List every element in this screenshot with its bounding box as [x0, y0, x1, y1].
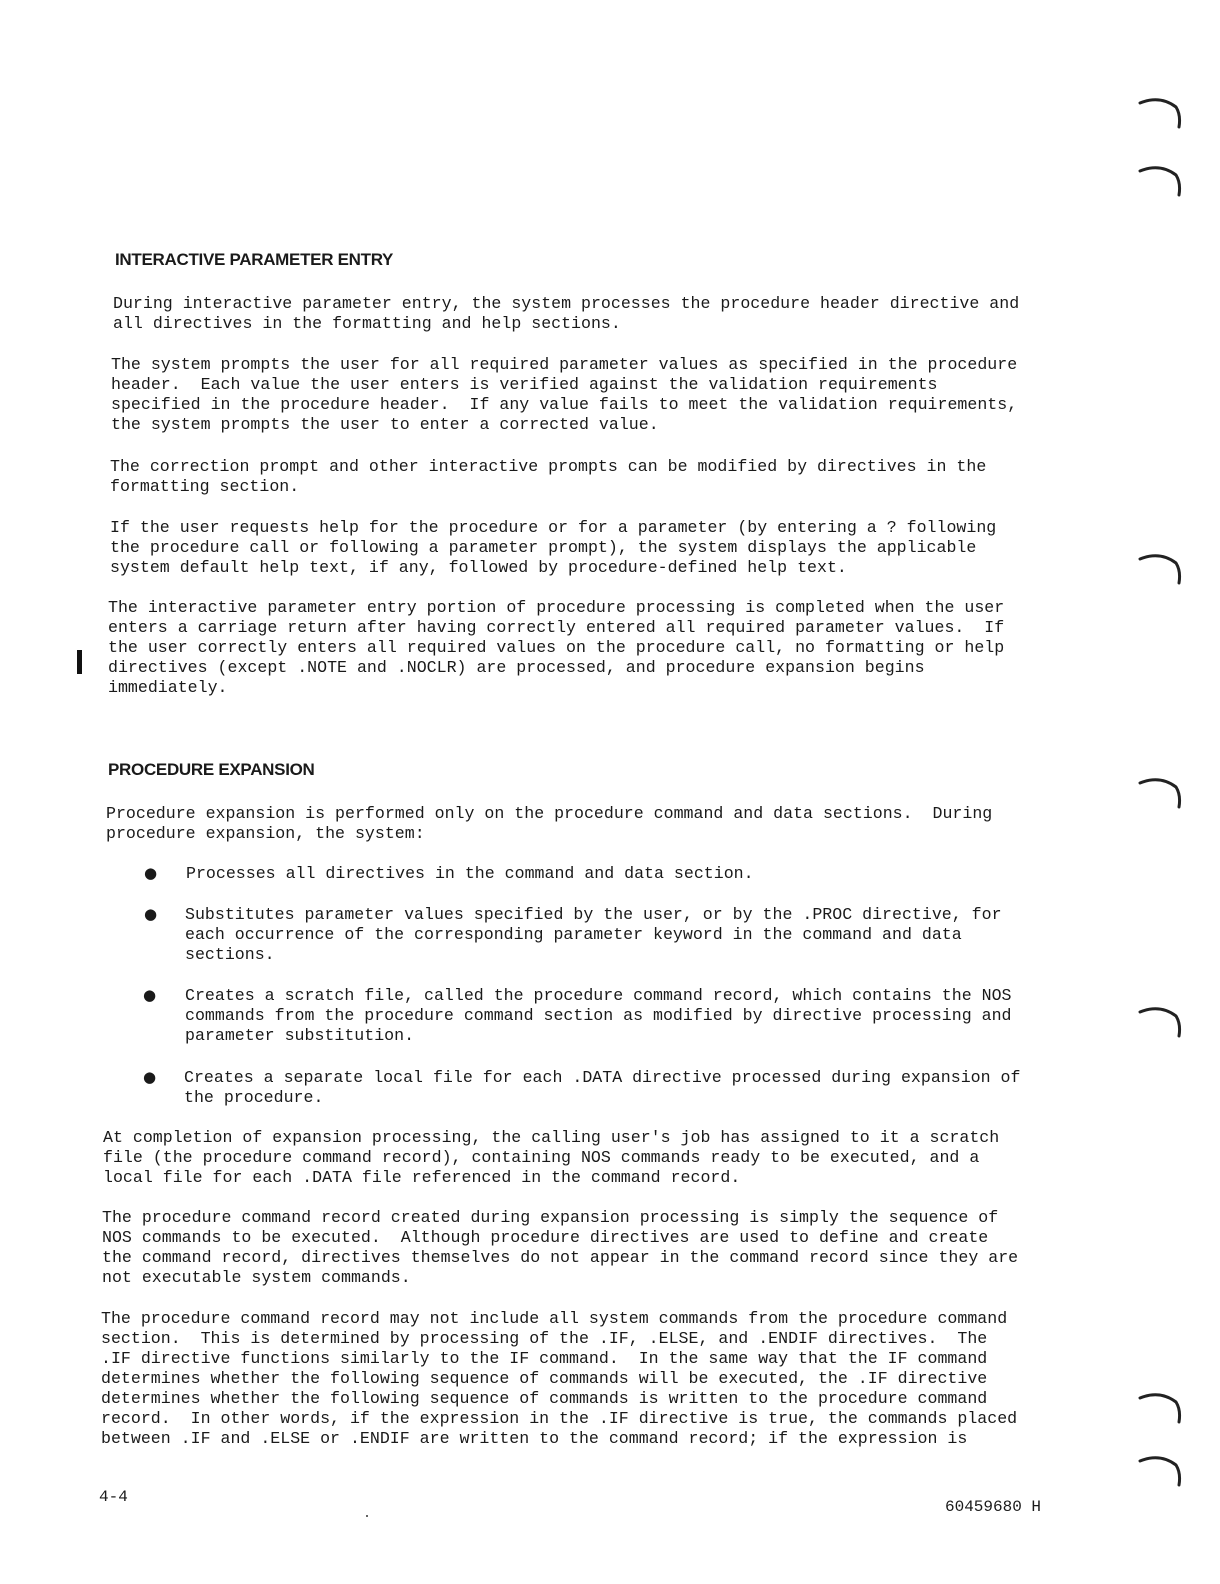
paragraph: The interactive parameter entry portion of procedure processing is completed when the user enters a carriage return after having correctly entered all required parameter values. If the user correctly enters all required values on the procedure call, no formatting or help directives (except .NOTE and .NOCLR) are processed, and procedure expansion begins immediately.: [108, 598, 1005, 697]
section-heading-procedure-expansion: PROCEDURE EXPANSION: [108, 760, 315, 779]
page-number: 4-4: [99, 1488, 128, 1506]
list-item: Substitutes parameter values specified by the user, or by the .PROC directive, for each occurrence of the corresponding parameter keyword in the command and data sections.: [185, 905, 1002, 964]
list-item: Creates a scratch file, called the procedure command record, which contains the NOS commands from the procedure command section as modified by directive processing and parameter substitution.: [185, 986, 1012, 1045]
punch-hole-mark-icon: [1138, 775, 1182, 809]
punch-hole-mark-icon: [1138, 1004, 1182, 1038]
list-item: Processes all directives in the command and data section.: [186, 864, 754, 883]
paragraph: The correction prompt and other interactive prompts can be modified by directives in the formatting section.: [110, 457, 987, 496]
revision-change-bar: [77, 650, 82, 674]
bullet-icon: ●: [144, 905, 158, 923]
bullet-icon: ●: [144, 864, 158, 882]
document-number: 60459680 H: [945, 1498, 1042, 1516]
punch-hole-mark-icon: [1138, 163, 1182, 197]
paragraph: The procedure command record may not include all system commands from the procedure command section. This is determined by processing of the .IF, .ELSE, and .ENDIF directives. The .IF directive functions similarly to the IF command. In the same way that the IF command determines whether the following sequence of commands will be executed, the .IF directive determines whether the following sequence of commands is written to the procedure command record. In other words, if the expression in the .IF directive is true, the commands placed between .IF and .ELSE or .ENDIF are written to the command record; if the expression is: [101, 1309, 1018, 1448]
paragraph: The procedure command record created during expansion processing is simply the sequence of NOS commands to be executed. Although procedure directives are used to define and create the command record, directives themselves do not appear in the command record since they are not executable system commands.: [102, 1208, 1019, 1287]
bullet-icon: ●: [143, 1068, 157, 1086]
paragraph: During interactive parameter entry, the system processes the procedure header directive and all directives in the formatting and help sections.: [113, 294, 1020, 333]
punch-hole-mark-icon: [1138, 1390, 1182, 1424]
section-heading-interactive-parameter-entry: INTERACTIVE PARAMETER ENTRY: [115, 250, 394, 269]
paragraph: If the user requests help for the procedure or for a parameter (by entering a ? following the procedure call or following a parameter prompt), the system displays the applicable system default help text, if any, followed by procedure-defined help text.: [110, 518, 997, 577]
bullet-icon: ●: [143, 986, 157, 1004]
paragraph-intro: Procedure expansion is performed only on the procedure command and data sections. During procedure expansion, the system:: [106, 804, 993, 843]
punch-hole-mark-icon: [1138, 1453, 1182, 1487]
paragraph: The system prompts the user for all required parameter values as specified in the procedure header. Each value the user enters is verified against the validation requirements specified in the procedure header. If any value fails to meet the validation requirements, the system prompts the user to enter a corrected value.: [111, 355, 1018, 434]
punch-hole-mark-icon: [1138, 551, 1182, 585]
punch-hole-mark-icon: [1138, 95, 1182, 129]
paragraph: At completion of expansion processing, the calling user's job has assigned to it a scratch file (the procedure command record), containing NOS commands ready to be executed, and a local file for each .DATA file referenced in the command record.: [103, 1128, 1000, 1187]
scan-speck: [366, 1515, 368, 1517]
list-item: Creates a separate local file for each .DATA directive processed during expansion of the procedure.: [184, 1068, 1021, 1107]
